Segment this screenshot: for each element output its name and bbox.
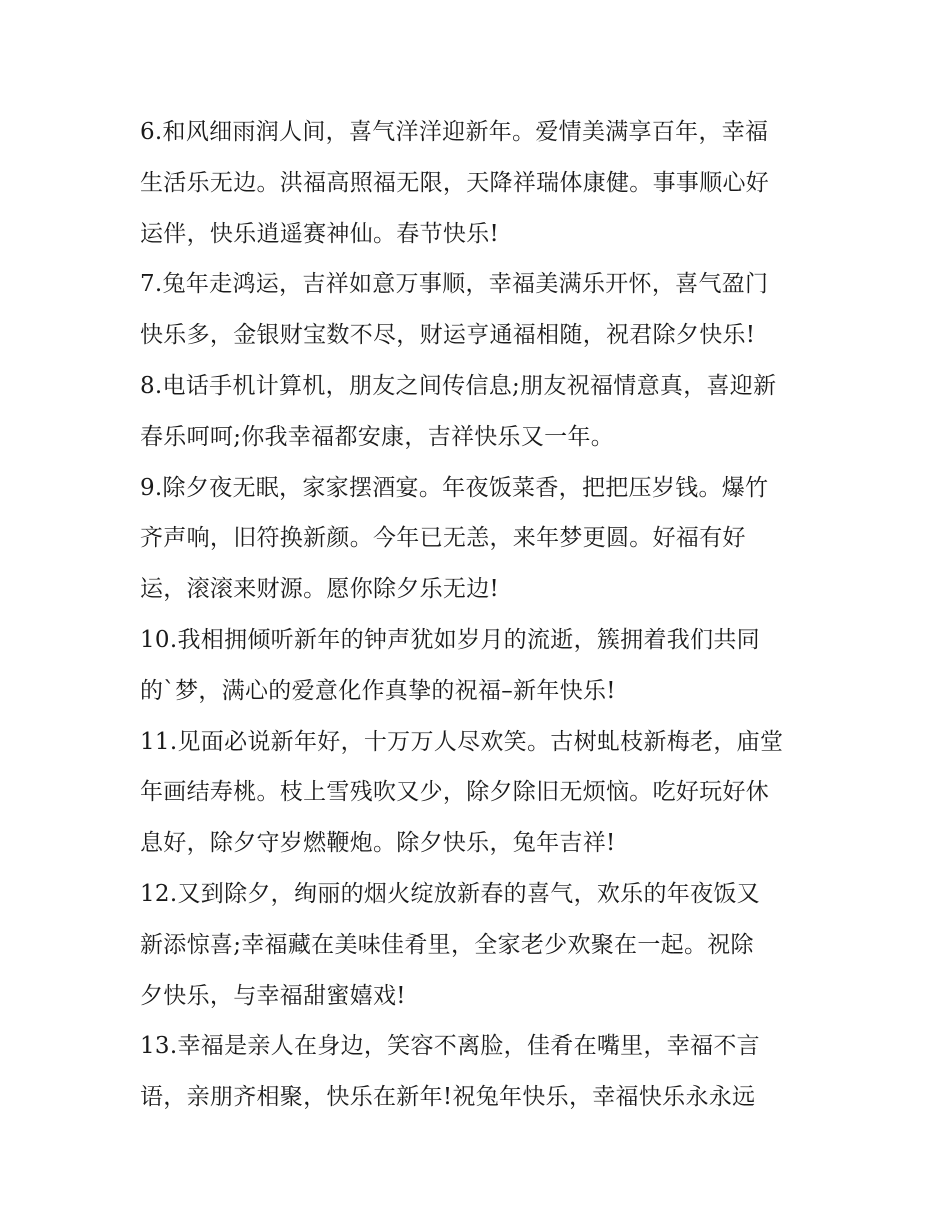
- text-line: 春乐呵呵;你我幸福都安康，吉祥快乐又一年。: [140, 423, 615, 450]
- text-line: 语，亲朋齐相聚，快乐在新年!祝兔年快乐，幸福快乐永永远: [140, 1084, 756, 1111]
- text-line: 13.幸福是亲人在身边，笑容不离脸，佳肴在嘴里，幸福不言: [140, 1033, 760, 1060]
- text-line: 齐声响，旧符换新颜。今年已无恙，来年梦更圆。好福有好: [140, 525, 746, 552]
- text-line: 的`梦，满心的爱意化作真挚的祝福–新年快乐!: [140, 677, 616, 704]
- text-line: 6.和风细雨润人间，喜气洋洋迎新年。爱情美满享百年，幸福: [140, 119, 769, 145]
- text-line: 12.又到除夕，绚丽的烟火绽放新春的喜气，欢乐的年夜饭又: [140, 880, 760, 907]
- text-line: 年画结寿桃。枝上雪残吹又少，除夕除旧无烦恼。吃好玩好休: [140, 779, 770, 806]
- text-line: 夕快乐，与幸福甜蜜嬉戏!: [140, 982, 406, 1009]
- text-line: 8.电话手机计算机，朋友之间传信息;朋友祝福情意真，喜迎新: [140, 372, 777, 399]
- text-line: 11.见面必说新年好，十万万人尽欢笑。古树虬枝新梅老，庙堂: [140, 728, 784, 755]
- text-line: 7.兔年走鸿运，吉祥如意万事顺，幸福美满乐开怀，喜气盈门: [140, 271, 769, 298]
- text-line: 运伴，快乐逍遥赛神仙。春节快乐!: [140, 220, 500, 247]
- text-line: 息好，除夕守岁燃鞭炮。除夕快乐，兔年吉祥!: [140, 830, 616, 857]
- text-line: 快乐多，金银财宝数不尽，财运亨通福相随，祝君除夕快乐!: [140, 322, 756, 349]
- text-line: 10.我相拥倾听新年的钟声犹如岁月的流逝，簇拥着我们共同: [140, 626, 760, 653]
- text-line: 运，滚滚来财源。愿你除夕乐无边!: [140, 576, 500, 603]
- text-line: 生活乐无边。洪福高照福无限，天降祥瑞体康健。事事顺心好: [140, 169, 770, 196]
- document-body: [140, 107, 820, 1123]
- text-line: 新添惊喜;幸福藏在美味佳肴里，全家老少欢聚在一起。祝除: [140, 931, 754, 958]
- text-line: 9.除夕夜无眠，家家摆酒宴。年夜饭菜香，把把压岁钱。爆竹: [140, 474, 769, 501]
